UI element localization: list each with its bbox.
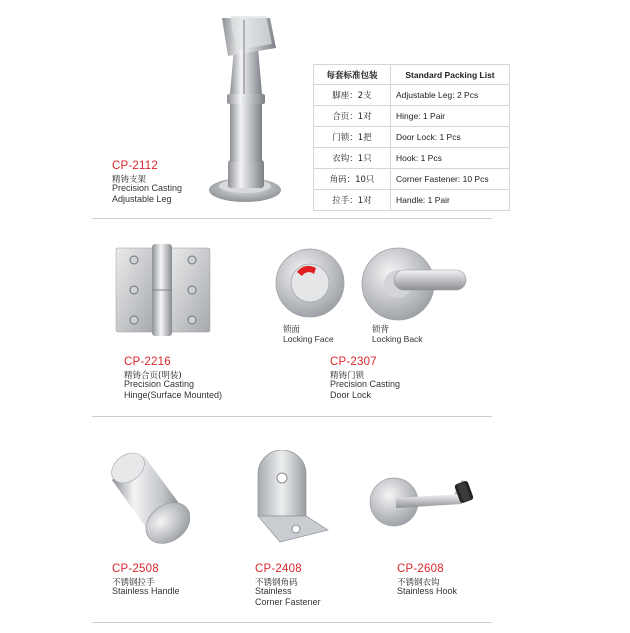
table-row [314, 127, 510, 148]
section-divider [92, 416, 492, 417]
locking-face-en: Locking Face [283, 334, 334, 344]
section-divider [92, 622, 492, 623]
packing-header-cn: 每套标准包装 [314, 65, 391, 85]
row-en: Door Lock: 1 Pcs [391, 127, 510, 148]
locking-face-cn: 锁面 [283, 325, 301, 335]
packing-list-table [313, 64, 510, 211]
row-en: Hinge: 1 Pair [391, 106, 510, 127]
hook-desc-1: Stainless Hook [397, 586, 458, 596]
lock-desc-1: Precision Casting [330, 379, 401, 389]
handle-image [100, 450, 190, 550]
fastener-desc-2: Corner Fastener [255, 597, 321, 607]
leg-name-cn: 精铸支架 [112, 175, 147, 185]
leg-desc-2: Adjustable Leg [112, 194, 172, 204]
table-row [314, 85, 510, 106]
packing-header-en: Standard Packing List [391, 65, 510, 85]
handle-desc-1: Stainless Handle [112, 586, 180, 596]
table-row [314, 148, 510, 169]
row-en: Corner Fastener: 10 Pcs [391, 169, 510, 190]
leg-code: CP-2112 [112, 160, 158, 172]
hinge-desc-1: Precision Casting [124, 379, 195, 389]
row-cn: 脚座：2支 [314, 85, 391, 106]
table-row [314, 106, 510, 127]
adjustable-leg-image [200, 8, 300, 208]
row-cn: 角码：10只 [314, 169, 391, 190]
hook-image [368, 462, 488, 542]
row-cn: 衣钩：1只 [314, 148, 391, 169]
section-divider [92, 218, 492, 219]
row-cn: 合页：1对 [314, 106, 391, 127]
hinge-desc-2: Hinge(Surface Mounted) [124, 390, 223, 400]
hinge-image [114, 244, 214, 336]
row-en: Adjustable Leg: 2 Pcs [391, 85, 510, 106]
fastener-code: CP-2408 [255, 563, 302, 575]
lock-name-cn: 精铸门锁 [330, 371, 365, 381]
locking-back-cn: 锁背 [372, 325, 390, 335]
lock-desc-2: Door Lock [330, 390, 372, 400]
hook-code: CP-2608 [397, 563, 444, 575]
handle-code: CP-2508 [112, 563, 159, 575]
fastener-desc-1: Stainless [255, 586, 292, 596]
hinge-name-cn: 精铸合页(明装) [124, 371, 182, 381]
row-cn: 拉手：1对 [314, 190, 391, 211]
corner-fastener-image [244, 450, 334, 544]
locking-face-image [270, 246, 350, 320]
hook-name-cn: 不锈钢衣钩 [397, 578, 440, 588]
row-en: Handle: 1 Pair [391, 190, 510, 211]
leg-desc-1: Precision Casting [112, 183, 183, 193]
row-en: Hook: 1 Pcs [391, 148, 510, 169]
locking-back-en: Locking Back [372, 334, 423, 344]
table-row [314, 190, 510, 211]
table-row [314, 169, 510, 190]
lock-code: CP-2307 [330, 356, 377, 368]
fastener-name-cn: 不锈钢角码 [255, 578, 298, 588]
hinge-code: CP-2216 [124, 356, 171, 368]
locking-back-image [358, 240, 468, 324]
handle-name-cn: 不锈钢拉手 [112, 578, 155, 588]
row-cn: 门锁：1把 [314, 127, 391, 148]
